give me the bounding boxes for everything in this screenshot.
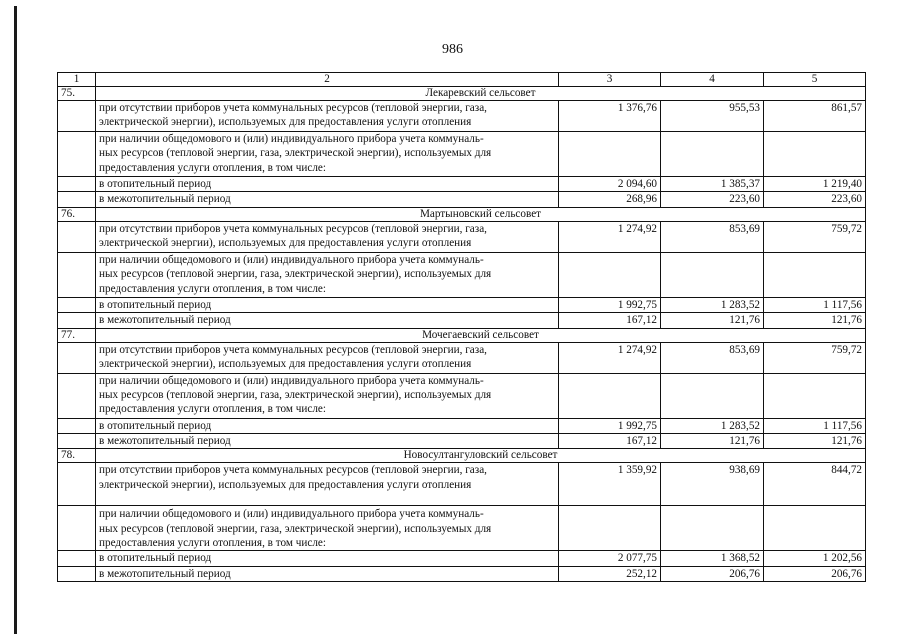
value-cell-v5: [764, 132, 866, 177]
description-line: электрической энергии), используемых для предоставления услуги отопления: [99, 478, 472, 491]
value-cell-v5: 121,76: [764, 313, 866, 328]
value-cell-v3: 1 376,76: [559, 101, 661, 132]
section-number: 77.: [58, 328, 96, 342]
header-cell: 2: [96, 73, 559, 87]
value-cell-v3: 1 274,92: [559, 342, 661, 373]
description-line: при отсутствии приборов учета коммунальных ресурсов (тепловой энергии, газа,: [99, 102, 487, 114]
header-cell: 5: [764, 73, 866, 87]
value-cell-v5: 759,72: [764, 342, 866, 373]
row-description: [96, 506, 559, 551]
empty-number-cell: [58, 566, 96, 581]
value-cell-v4: [661, 506, 764, 551]
value-cell-v5: [764, 373, 866, 418]
value-cell-v4: 955,53: [661, 101, 764, 132]
value-cell-v4: [661, 373, 764, 418]
empty-number-cell: [58, 101, 96, 132]
row-description: [96, 101, 559, 132]
page-number: 986: [442, 42, 463, 57]
description-line: предоставления услуги отопления, в том числе:: [99, 403, 326, 416]
value-cell-v5: 844,72: [764, 463, 866, 506]
description-line: при отсутствии приборов учета коммунальных ресурсов (тепловой энергии, газа,: [99, 464, 487, 477]
value-cell-v5: 1 117,56: [764, 418, 866, 433]
empty-number-cell: [58, 252, 96, 297]
value-cell-v3: 167,12: [559, 313, 661, 328]
row-description: [96, 373, 559, 418]
table-row: [58, 177, 866, 192]
section-name: Новосултангуловский сельсовет: [96, 449, 866, 463]
value-cell-v3: [559, 373, 661, 418]
value-cell-v5: 1 219,40: [764, 177, 866, 192]
row-description: [96, 551, 559, 566]
row-description: [96, 192, 559, 207]
row-description: [96, 434, 559, 449]
empty-number-cell: [58, 506, 96, 551]
value-cell-v3: 167,12: [559, 434, 661, 449]
value-cell-v3: 1 274,92: [559, 221, 661, 252]
section-name: Лекаревский сельсовет: [96, 87, 866, 101]
value-cell-v4: 121,76: [661, 434, 764, 449]
row-description: [96, 463, 559, 506]
empty-number-cell: [58, 434, 96, 449]
section-number: 76.: [58, 207, 96, 221]
value-cell-v3: [559, 132, 661, 177]
description-line: ных ресурсов (тепловой энергии, газа, электрической энергии), используемых для: [99, 389, 492, 402]
value-cell-v3: 2 094,60: [559, 177, 661, 192]
row-description: [96, 313, 559, 328]
description-line: ных ресурсов (тепловой энергии, газа, электрической энергии), используемых для: [99, 268, 492, 281]
value-cell-v5: 223,60: [764, 192, 866, 207]
description-line: ных ресурсов (тепловой энергии, газа, электрической энергии), используемых для: [99, 147, 492, 160]
table-row: [58, 132, 866, 177]
description-line: в отопительный период: [99, 552, 212, 565]
description-line: при наличии общедомового и (или) индивидуального прибора учета коммуналь-: [99, 508, 484, 521]
value-cell-v4: 1 283,52: [661, 297, 764, 312]
value-cell-v5: 121,76: [764, 434, 866, 449]
table-row: [58, 342, 866, 373]
table-row: [58, 373, 866, 418]
empty-number-cell: [58, 418, 96, 433]
empty-number-cell: [58, 177, 96, 192]
value-cell-v5: 1 202,56: [764, 551, 866, 566]
value-cell-v4: 1 385,37: [661, 177, 764, 192]
value-cell-v5: [764, 252, 866, 297]
description-line: при наличии общедомового и (или) индивидуального прибора учета коммуналь-: [99, 133, 484, 145]
description-line: в отопительный период: [99, 178, 212, 190]
description-line: при отсутствии приборов учета коммунальных ресурсов (тепловой энергии, газа,: [99, 222, 487, 235]
value-cell-v3: 1 992,75: [559, 297, 661, 312]
row-description: [96, 342, 559, 373]
value-cell-v3: [559, 252, 661, 297]
empty-number-cell: [58, 221, 96, 252]
description-line: в отопительный период: [99, 298, 212, 311]
description-line: в межотопительный период: [99, 567, 231, 580]
table-row: [58, 566, 866, 581]
section-name: Мартыновский сельсовет: [96, 207, 866, 221]
row-description: [96, 252, 559, 297]
tariff-table: [57, 72, 866, 582]
section-row: [58, 328, 866, 342]
header-cell: 3: [559, 73, 661, 87]
empty-number-cell: [58, 297, 96, 312]
description-line: в отопительный период: [99, 419, 212, 432]
table-row: [58, 551, 866, 566]
value-cell-v3: 1 992,75: [559, 418, 661, 433]
value-cell-v5: 1 117,56: [764, 297, 866, 312]
value-cell-v3: 268,96: [559, 192, 661, 207]
description-line: в межотопительный период: [99, 435, 231, 448]
value-cell-v5: 861,57: [764, 101, 866, 132]
description-line: предоставления услуги отопления, в том числе:: [99, 161, 326, 174]
value-cell-v3: [559, 506, 661, 551]
description-line: при наличии общедомового и (или) индивидуального прибора учета коммуналь-: [99, 374, 484, 387]
section-number: 78.: [58, 449, 96, 463]
empty-number-cell: [58, 192, 96, 207]
empty-number-cell: [58, 313, 96, 328]
table-row: [58, 463, 866, 506]
section-row: [58, 207, 866, 221]
description-line: в межотопительный период: [99, 193, 231, 206]
row-description: [96, 221, 559, 252]
empty-number-cell: [58, 373, 96, 418]
description-line: электрической энергии), используемых для предоставления услуги отопления: [99, 358, 472, 371]
empty-number-cell: [58, 551, 96, 566]
value-cell-v4: 938,69: [661, 463, 764, 506]
value-cell-v4: 853,69: [661, 342, 764, 373]
section-row: [58, 87, 866, 101]
row-description: [96, 177, 559, 192]
table-row: [58, 297, 866, 312]
section-name: Мочегаевский сельсовет: [96, 328, 866, 342]
value-cell-v4: [661, 132, 764, 177]
value-cell-v4: [661, 252, 764, 297]
row-description: [96, 566, 559, 581]
table-row: [58, 252, 866, 297]
header-cell: 1: [58, 73, 96, 87]
description-line: предоставления услуги отопления, в том числе:: [99, 537, 326, 550]
section-row: [58, 449, 866, 463]
table-row: [58, 192, 866, 207]
description-line: при наличии общедомового и (или) индивидуального прибора учета коммуналь-: [99, 253, 484, 266]
table-row: [58, 434, 866, 449]
left-margin-line: [14, 6, 17, 634]
value-cell-v4: 206,76: [661, 566, 764, 581]
description-line: при отсутствии приборов учета коммунальных ресурсов (тепловой энергии, газа,: [99, 343, 487, 356]
description-line: электрической энергии), используемых для предоставления услуги отопления: [99, 116, 472, 129]
table-row: [58, 313, 866, 328]
value-cell-v5: 759,72: [764, 221, 866, 252]
value-cell-v3: 252,12: [559, 566, 661, 581]
table-row: [58, 221, 866, 252]
table-row: [58, 418, 866, 433]
value-cell-v3: 1 359,92: [559, 463, 661, 506]
table-row: [58, 506, 866, 551]
empty-number-cell: [58, 132, 96, 177]
table-header-row: [58, 73, 866, 87]
description-line: в межотопительный период: [99, 314, 231, 327]
row-description: [96, 297, 559, 312]
empty-number-cell: [58, 342, 96, 373]
value-cell-v4: 121,76: [661, 313, 764, 328]
description-line: предоставления услуги отопления, в том числе:: [99, 282, 326, 295]
section-number: 75.: [58, 87, 96, 101]
description-line: электрической энергии), используемых для предоставления услуги отопления: [99, 237, 472, 250]
value-cell-v3: 2 077,75: [559, 551, 661, 566]
header-cell: 4: [661, 73, 764, 87]
value-cell-v5: 206,76: [764, 566, 866, 581]
row-description: [96, 132, 559, 177]
description-line: ных ресурсов (тепловой энергии, газа, электрической энергии), используемых для: [99, 522, 492, 535]
value-cell-v5: [764, 506, 866, 551]
value-cell-v4: 223,60: [661, 192, 764, 207]
empty-number-cell: [58, 463, 96, 506]
value-cell-v4: 1 283,52: [661, 418, 764, 433]
value-cell-v4: 1 368,52: [661, 551, 764, 566]
row-description: [96, 418, 559, 433]
table-row: [58, 101, 866, 132]
value-cell-v4: 853,69: [661, 221, 764, 252]
